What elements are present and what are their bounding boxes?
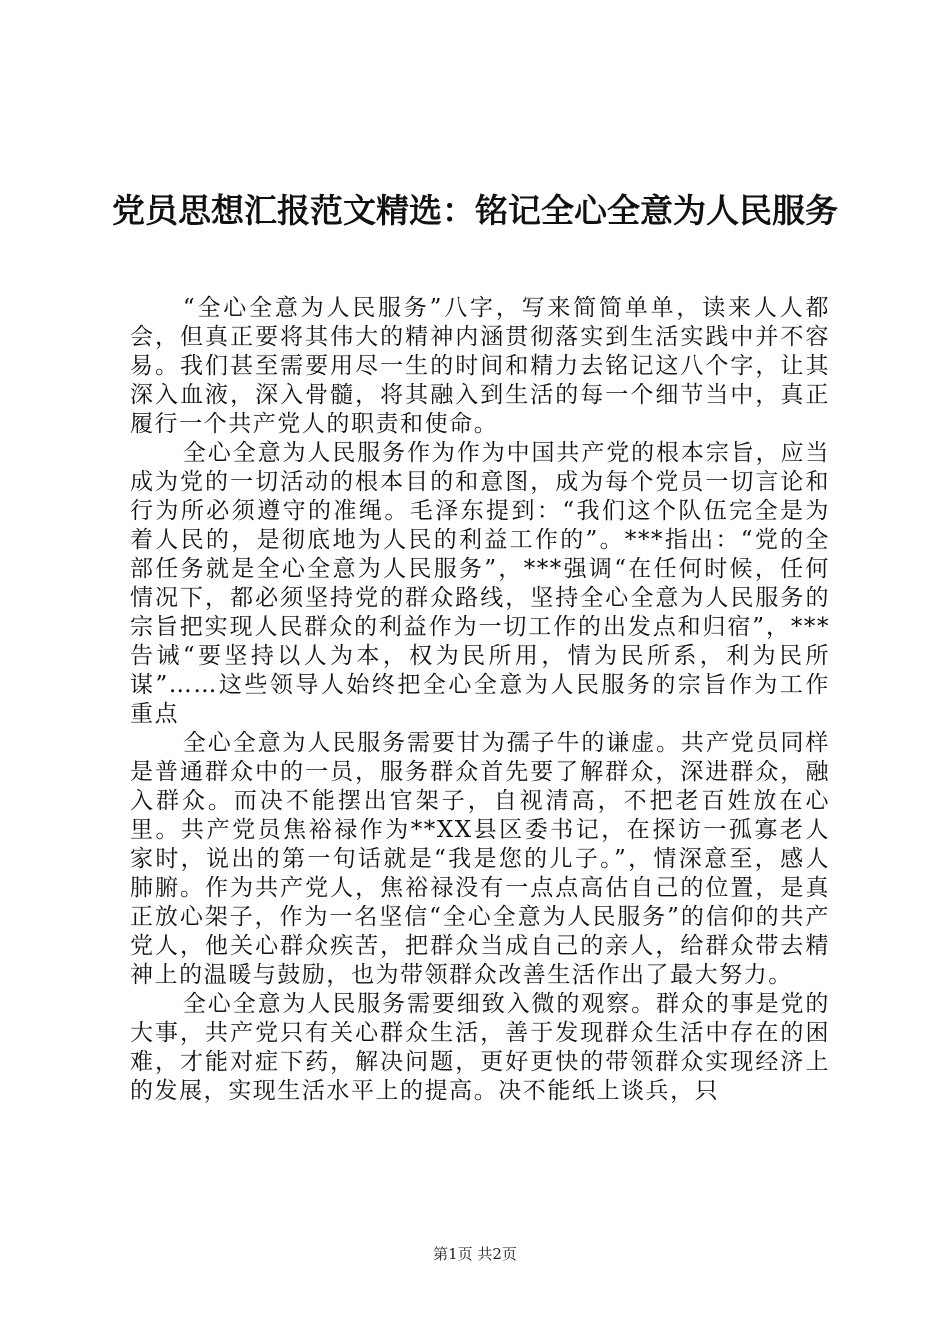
paragraph-3: 全心全意为人民服务需要甘为孺子牛的谦虚。共产党员同样是普通群众中的一员，服务群众首先要了解群众，深进群众，融入群众。而决不能摆出官架子，自视清高，不把老百姓放在心里。共产党员焦裕禄作为**XX县区委书记，在探访一孤寡老人家时，说出的第一句话就是“我是您的儿子。”，情深意至，感人肺腑。作为共产党人，焦裕禄没有一点点高估自己的位置，是真正放心架子，作为一名坚信“全心全意为人民服务”的信仰的共产党人，他关心群众疾苦，把群众当成自己的亲人，给群众带去精神上的温暖与鼓励，也为带领群众改善生活作出了最大努力。 xyxy=(130,730,830,988)
paragraph-2: 全心全意为人民服务作为作为中国共产党的根本宗旨，应当成为党的一切活动的根本目的和意图，成为每个党员一切言论和行为所必须遵守的准绳。毛泽东提到：“我们这个队伍完全是为着人民的，是彻底地为人民的利益工作的”。***指出：“党的全部任务就是全心全意为人民服务”，***强调“在任何时候，任何情况下，都必须坚持党的群众路线，坚持全心全意为人民服务的宗旨把实现人民群众的利益作为一切工作的出发点和归宿”，***告诫“要坚持以人为本，权为民所用，情为民所系，利为民所谋”……这些领导人始终把全心全意为人民服务的宗旨作为工作重点 xyxy=(130,440,830,727)
document-title: 党员思想汇报范文精选：铭记全心全意为人民服务 xyxy=(112,191,838,230)
document-body xyxy=(130,294,830,1106)
page-number-footer: 第1页 共2页 xyxy=(433,1245,517,1263)
paragraph-1: “全心全意为人民服务”八字，写来简简单单，读来人人都会，但真正要将其伟大的精神内涵贯彻落实到生活实践中并不容易。我们甚至需要用尽一生的时间和精力去铭记这八个字，让其深入血液，深入骨髓，将其融入到生活的每一个细节当中，真正履行一个共产党人的职责和使命。 xyxy=(130,295,830,437)
paragraph-4: 全心全意为人民服务需要细致入微的观察。群众的事是党的大事，共产党只有关心群众生活，善于发现群众生活中存在的困难，才能对症下药，解决问题，更好更快的带领群众实现经济上的发展，实现生活水平上的提高。决不能纸上谈兵，只 xyxy=(130,991,830,1104)
